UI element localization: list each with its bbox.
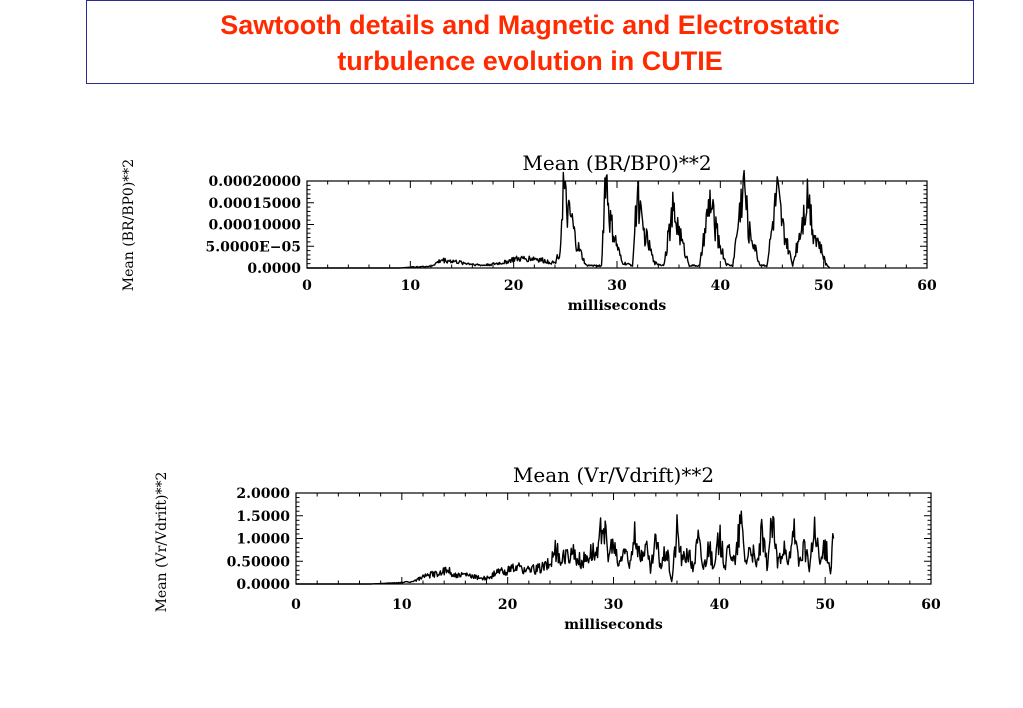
y-axis-label: Mean (BR/BP0)**2 [121, 158, 137, 292]
x-tick-label: 0 [302, 278, 312, 294]
series-line [307, 171, 830, 268]
x-tick-label: 30 [607, 278, 627, 294]
y-tick-label: 0.50000 [226, 554, 290, 571]
y-tick-label: 0.0000 [247, 261, 301, 277]
x-tick-label: 20 [503, 278, 524, 294]
y-tick-label: 0.00010000 [208, 217, 301, 234]
plot-frame [307, 181, 927, 268]
x-axis-label: milliseconds [564, 617, 663, 633]
x-tick-label: 30 [603, 597, 624, 613]
y-axis-label: Mean (Vr/Vdrift)**2 [154, 471, 170, 613]
y-tick-label: 5.0000E−05 [205, 239, 301, 256]
x-tick-label: 60 [921, 597, 941, 613]
chart-title: Mean (BR/BP0)**2 [522, 151, 712, 175]
x-tick-label: 10 [392, 597, 412, 613]
y-tick-label: 0.00015000 [208, 195, 301, 212]
x-axis-label: milliseconds [567, 298, 667, 314]
x-tick-label: 20 [497, 597, 518, 613]
x-tick-label: 60 [917, 278, 937, 294]
slide-title-line-1: Sawtooth details and Magnetic and Electrostatic [220, 10, 840, 40]
chart-1 [121, 151, 937, 314]
chart-title: Mean (Vr/Vdrift)**2 [512, 463, 715, 487]
x-tick-label: 10 [400, 278, 421, 294]
slide-title-line-2: turbulence evolution in CUTIE [337, 46, 723, 76]
y-tick-label: 2.0000 [236, 486, 290, 502]
x-tick-label: 40 [709, 597, 730, 613]
y-tick-label: 1.5000 [236, 508, 290, 525]
y-tick-label: 1.0000 [236, 531, 290, 548]
x-tick-label: 50 [813, 278, 834, 294]
y-tick-label: 0.0000 [236, 577, 290, 593]
chart-2 [154, 463, 941, 633]
x-tick-label: 0 [291, 597, 301, 613]
series-line [296, 511, 834, 584]
x-tick-label: 50 [815, 597, 835, 613]
plot-frame [296, 493, 931, 584]
y-tick-label: 0.00020000 [208, 174, 301, 190]
x-tick-label: 40 [710, 278, 731, 294]
